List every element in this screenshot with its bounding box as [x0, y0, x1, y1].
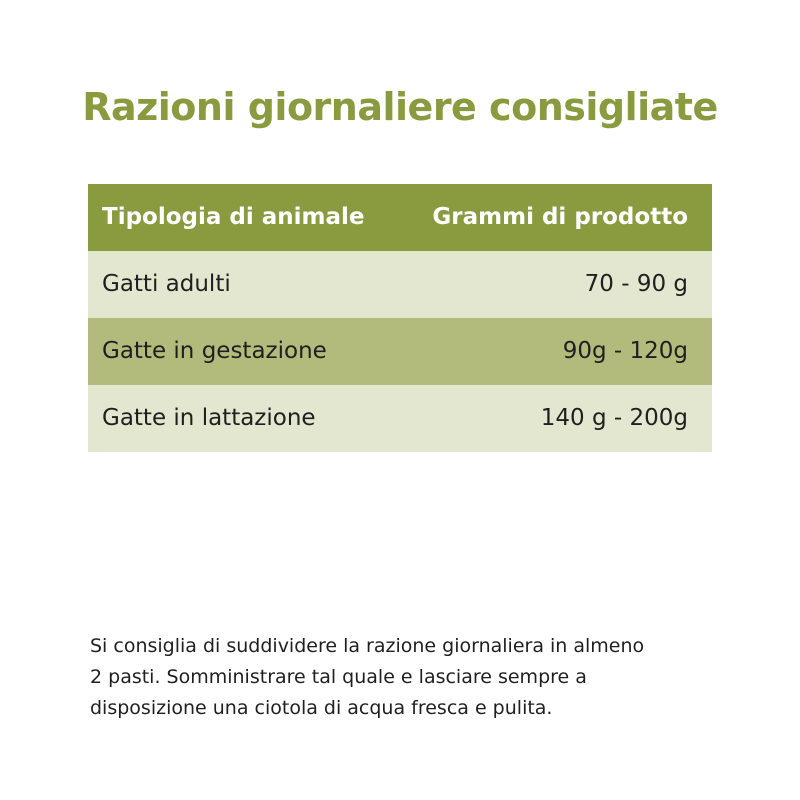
footnote-line: Si consiglia di suddividere la razione giornaliera in almeno — [90, 635, 645, 657]
cell-grams: 140 g - 200g — [540, 405, 688, 431]
header-animal-type: Tipologia di animale — [102, 204, 365, 230]
cell-grams: 90g - 120g — [562, 338, 688, 364]
cell-animal: Gatti adulti — [102, 271, 231, 297]
header-product-grams: Grammi di prodotto — [432, 204, 688, 230]
table-row — [88, 318, 712, 385]
cell-grams: 70 - 90 g — [584, 271, 688, 297]
cell-animal: Gatte in gestazione — [102, 338, 327, 364]
feeding-footnote — [90, 631, 730, 724]
page-title: Razioni giornaliere consigliate — [82, 85, 718, 129]
ration-table — [88, 184, 712, 452]
cell-animal: Gatte in lattazione — [102, 405, 316, 431]
table-row — [88, 251, 712, 318]
footnote-line: disposizione una ciotola di acqua fresca e pulita. — [90, 697, 553, 719]
footnote-line: 2 pasti. Somministrare tal quale e lasciare sempre a — [90, 666, 587, 688]
table-header-row — [88, 184, 712, 251]
table-row — [88, 385, 712, 452]
